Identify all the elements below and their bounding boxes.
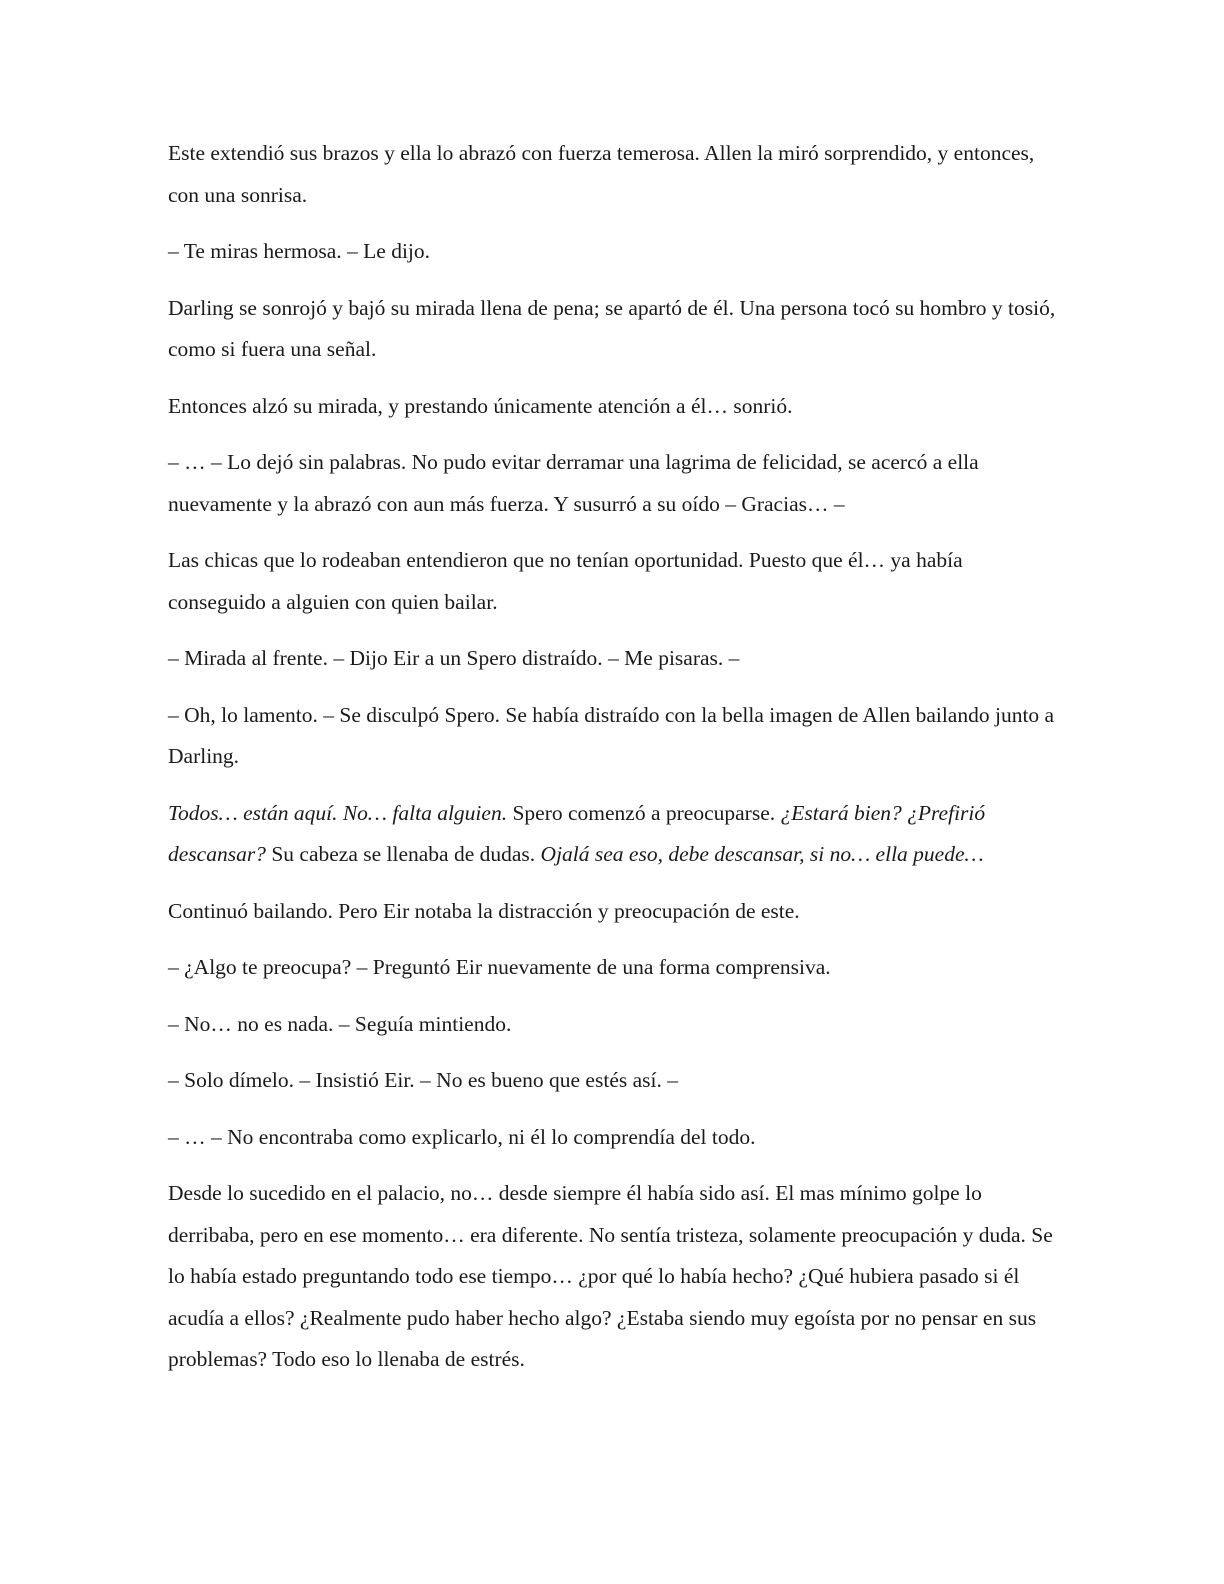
paragraph-text: – Mirada al frente. – Dijo Eir a un Spero distraído. – Me pisaras. – bbox=[168, 646, 740, 670]
paragraph-3 bbox=[168, 288, 1058, 371]
paragraph-11 bbox=[168, 947, 1058, 989]
paragraph-text: – No… no es nada. – Seguía mintiendo. bbox=[168, 1011, 512, 1036]
paragraph-14 bbox=[168, 1117, 1058, 1159]
paragraph-7 bbox=[168, 638, 1058, 680]
paragraph-text: – Te miras hermosa. – Le dijo. bbox=[168, 239, 431, 263]
paragraph-5 bbox=[168, 442, 1058, 525]
paragraph-text: Darling se sonrojó y bajó su mirada llena de pena; se apartó de él. Una persona tocó su hombro y tosió, como si fuera una señal. bbox=[168, 295, 1056, 361]
paragraph-text: Desde lo sucedido en el palacio, no… desde siempre él había sido así. El mas mínimo golpe lo derribaba, pero en ese momento… era diferente. No sentía tristeza, solamente preocupación y duda. Se lo había estado preguntando todo ese tiempo… ¿por qué lo había hecho? ¿Qué hubiera pasado si él acudía a ellos? ¿Realmente pudo haber hecho algo? ¿Estaba siendo muy egoísta por no pensar en sus problemas? Todo eso lo llenaba de estrés. bbox=[168, 1181, 1053, 1371]
paragraph-text: Este extendió sus brazos y ella lo abrazó con fuerza temerosa. Allen la miró sorprendido, y entonces, con una sonrisa. bbox=[168, 141, 1035, 207]
paragraph-text: – … – No encontraba como explicarlo, ni él lo comprendía del todo. bbox=[168, 1124, 756, 1149]
document-page bbox=[168, 133, 1058, 1396]
paragraph-8 bbox=[168, 695, 1058, 778]
paragraph-9 bbox=[168, 793, 1058, 876]
paragraph-6 bbox=[168, 540, 1058, 623]
italic-thought: ¿Estará bien? ¿Prefirió descansar? bbox=[168, 800, 986, 866]
paragraph-1 bbox=[168, 133, 1058, 216]
paragraph-text: Spero comenzó a preocuparse. bbox=[507, 800, 781, 825]
paragraph-text: Continuó bailando. Pero Eir notaba la distracción y preocupación de este. bbox=[168, 898, 800, 923]
paragraph-4 bbox=[168, 386, 1058, 428]
paragraph-15 bbox=[168, 1173, 1058, 1381]
paragraph-text: Su cabeza se llenaba de dudas. bbox=[265, 842, 541, 866]
paragraph-text: – Oh, lo lamento. – Se disculpó Spero. Se había distraído con la bella imagen de Allen bailando junto a Darling. bbox=[168, 702, 1055, 768]
italic-thought: Todos… están aquí. No… falta alguien. bbox=[168, 800, 508, 825]
italic-thought: Ojalá sea eso, debe descansar, si no… ella puede… bbox=[540, 842, 984, 866]
paragraph-12 bbox=[168, 1004, 1058, 1046]
paragraph-text: – ¿Algo te preocupa? – Preguntó Eir nuevamente de una forma comprensiva. bbox=[168, 955, 831, 979]
paragraph-10 bbox=[168, 891, 1058, 933]
paragraph-text: – … – Lo dejó sin palabras. No pudo evitar derramar una lagrima de felicidad, se acercó a ella nuevamente y la abrazó con aun más fuerza. Y susurró a su oído – Gracias… – bbox=[168, 450, 979, 516]
paragraph-text: Entonces alzó su mirada, y prestando únicamente atención a él… sonrió. bbox=[168, 393, 793, 418]
paragraph-2 bbox=[168, 231, 1058, 273]
paragraph-text: – Solo dímelo. – Insistió Eir. – No es bueno que estés así. – bbox=[168, 1068, 678, 1092]
paragraph-13 bbox=[168, 1060, 1058, 1102]
paragraph-text: Las chicas que lo rodeaban entendieron que no tenían oportunidad. Puesto que él… ya había conseguido a alguien con quien bailar. bbox=[168, 548, 963, 614]
